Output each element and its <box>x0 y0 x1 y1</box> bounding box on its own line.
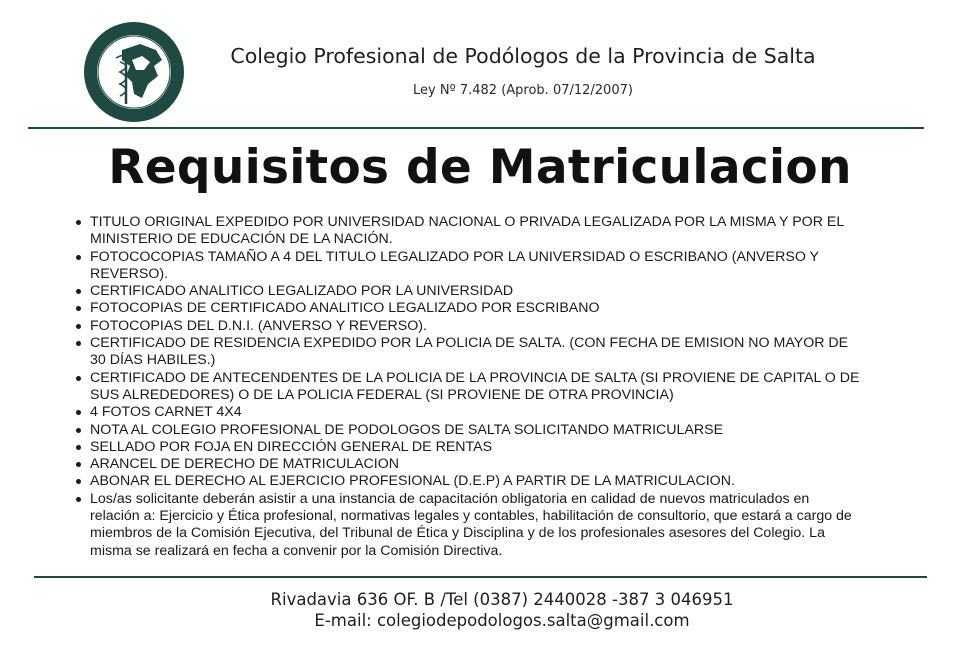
requirement-text: CERTIFICADO ANALITICO LEGALIZADO POR LA UNIVERSIDAD <box>90 283 514 300</box>
list-item <box>90 439 860 456</box>
organization-name: Colegio Profesional de Podólogos de la Provincia de Salta <box>230 44 816 68</box>
law-reference: Ley Nº 7.482 (Aprob. 07/12/2007) <box>413 83 633 98</box>
requirement-text: ABONAR EL DERECHO AL EJERCICIO PROFESIONAL (D.E.P) A PARTIR DE LA MATRICULACION. <box>90 473 735 490</box>
requirement-text: CERTIFICADO DE RESIDENCIA EXPEDIDO POR LA POLICIA DE SALTA. (CON FECHA DE EMISION NO MAYOR DE 30 DÍAS HABILES.) <box>90 335 849 369</box>
bullet-icon <box>76 255 81 260</box>
requirement-text: TITULO ORIGINAL EXPEDIDO POR UNIVERSIDAD NACIONAL O PRIVADA LEGALIZADA POR LA MISMA Y POR EL MINISTERIO DE EDUCACIÓN DE LA NACIÓN. <box>90 214 844 248</box>
list-item <box>90 422 860 439</box>
requirement-text: NOTA AL COLEGIO PROFESIONAL DE PODOLOGOS DE SALTA SOLICITANDO MATRICULARSE <box>90 421 724 438</box>
organization-logo <box>82 20 186 124</box>
requirement-text: Los/as solicitante deberán asistir a una instancia de capacitación obligatoria en calidad de nuevos matriculados en relación a: Ejercicio y Ética profesional, normativas legales y contables, habilitación de consultorio, que estará a cargo de miembros de la Comisión Ejecutiva, del Tribunal de Ética y Disciplina y de los profesionales asesores del Colegio. La misma se realizará en fecha a convenir por la Comisión Directiva. <box>90 490 852 559</box>
list-item <box>90 283 860 300</box>
caduceus-icon <box>82 20 186 124</box>
bullet-icon <box>76 445 81 450</box>
bullet-icon <box>76 428 81 433</box>
bullet-icon <box>76 324 81 329</box>
list-item <box>90 473 860 490</box>
requirement-text: FOTOCOPIAS DE CERTIFICADO ANALITICO LEGALIZADO POR ESCRIBANO <box>90 300 600 317</box>
bullet-icon <box>76 289 81 294</box>
bullet-icon <box>76 220 81 225</box>
list-item <box>90 214 860 249</box>
bullet-icon <box>76 376 81 381</box>
list-item <box>90 335 860 370</box>
requirement-text: 4 FOTOS CARNET 4X4 <box>90 404 242 421</box>
list-item <box>90 491 860 560</box>
list-item <box>90 249 860 284</box>
bullet-icon <box>76 479 81 484</box>
contact-email: E-mail: colegiodepodologos.salta@gmail.com <box>314 611 690 630</box>
list-item <box>90 300 860 317</box>
requirement-text: CERTIFICADO DE ANTECENDENTES DE LA POLICIA DE LA PROVINCIA DE SALTA (SI PROVIENE DE CAPITAL O DE SUS ALREDEDORES) O DE LA POLICIA FEDERAL (SI PROVIENE DE OTRA PROVINCIA) <box>90 369 860 403</box>
bullet-icon <box>76 497 81 502</box>
list-item <box>90 456 860 473</box>
bullet-icon <box>76 410 81 415</box>
bullet-icon <box>76 462 81 467</box>
header-divider <box>28 127 924 129</box>
requirement-text: SELLADO POR FOJA EN DIRECCIÓN GENERAL DE RENTAS <box>90 438 493 455</box>
bullet-icon <box>76 341 81 346</box>
contact-address: Rivadavia 636 OF. B /Tel (0387) 2440028 -387 3 046951 <box>270 590 734 609</box>
requirements-list <box>90 214 860 560</box>
footer-divider <box>34 576 927 578</box>
requirement-text: FOTOCOPIAS DEL D.N.I. (ANVERSO Y REVERSO). <box>90 317 427 334</box>
requirement-text: ARANCEL DE DERECHO DE MATRICULACION <box>90 456 400 473</box>
list-item <box>90 318 860 335</box>
bullet-icon <box>76 306 81 311</box>
list-item <box>90 404 860 421</box>
list-item <box>90 370 860 405</box>
requirement-text: FOTOCOCOPIAS TAMAÑO A 4 DEL TITULO LEGALIZADO POR LA UNIVERSIDAD O ESCRIBANO (ANVERSO Y REVERSO). <box>90 248 819 282</box>
page-title: Requisitos de Matriculacion <box>108 140 852 195</box>
